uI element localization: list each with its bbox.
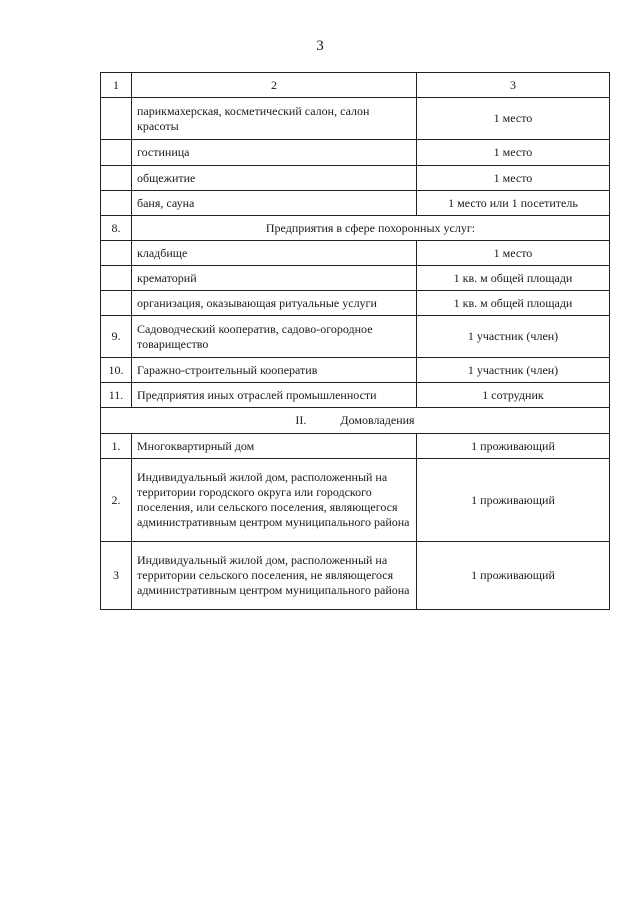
table-row [101, 266, 610, 291]
row-number [101, 191, 132, 216]
row-number: 11. [101, 383, 132, 408]
table-row [101, 291, 610, 316]
row-name: Предприятия иных отраслей промышленности [132, 383, 417, 408]
row-value: 1 проживающий [417, 459, 610, 542]
table-row [101, 542, 610, 610]
header-col-2: 2 [132, 73, 417, 98]
row-number [101, 166, 132, 191]
row-number [101, 140, 132, 166]
table-row [101, 316, 610, 358]
row-value: 1 место [417, 241, 610, 266]
row-name: кладбище [132, 241, 417, 266]
table-row [101, 459, 610, 542]
row-number: 8. [101, 216, 132, 241]
row-value: 1 участник (член) [417, 316, 610, 358]
section-title [101, 408, 610, 434]
table-row [101, 241, 610, 266]
page-number: 3 [316, 38, 324, 54]
row-name: гостиница [132, 140, 417, 166]
table-row [101, 383, 610, 408]
table-row [101, 191, 610, 216]
row-value: 1 кв. м общей площади [417, 266, 610, 291]
row-number: 3 [101, 542, 132, 610]
table-header-row [101, 73, 610, 98]
row-name: Индивидуальный жилой дом, расположенный на территории сельского поселения, не являющегося административным центром муниципального района [132, 542, 417, 610]
row-number: 9. [101, 316, 132, 358]
row-value: 1 место [417, 98, 610, 140]
row-name: организация, оказывающая ритуальные услуги [132, 291, 417, 316]
row-name: крематорий [132, 266, 417, 291]
row-number [101, 291, 132, 316]
row-value: 1 место или 1 посетитель [417, 191, 610, 216]
row-name: Гаражно-строительный кооператив [132, 358, 417, 383]
header-col-1: 1 [101, 73, 132, 98]
group-row [101, 216, 610, 241]
group-title: Предприятия в сфере похоронных услуг: [132, 216, 610, 241]
header-col-3: 3 [417, 73, 610, 98]
row-name: Индивидуальный жилой дом, расположенный на территории городского округа или городского поселения, или сельского поселения, являющегося административным центром муниципального района [132, 459, 417, 542]
row-value: 1 место [417, 140, 610, 166]
row-number [101, 241, 132, 266]
table-row [101, 358, 610, 383]
row-number: 1. [101, 434, 132, 459]
norms-table [100, 72, 610, 610]
row-value: 1 место [417, 166, 610, 191]
row-number: 2. [101, 459, 132, 542]
section-header-row [101, 408, 610, 434]
row-name: общежитие [132, 166, 417, 191]
row-name: Многоквартирный дом [132, 434, 417, 459]
row-name: баня, сауна [132, 191, 417, 216]
row-value: 1 проживающий [417, 434, 610, 459]
row-name: парикмахерская, косметический салон, салон красоты [132, 98, 417, 140]
row-value: 1 сотрудник [417, 383, 610, 408]
row-value: 1 участник (член) [417, 358, 610, 383]
row-number [101, 98, 132, 140]
row-number [101, 266, 132, 291]
section-number: II. [295, 413, 307, 427]
table-row [101, 166, 610, 191]
row-name: Садоводческий кооператив, садово-огородное товарищество [132, 316, 417, 358]
row-value: 1 проживающий [417, 542, 610, 610]
section-name: Домовладения [340, 413, 415, 427]
table-row [101, 434, 610, 459]
row-value: 1 кв. м общей площади [417, 291, 610, 316]
row-number: 10. [101, 358, 132, 383]
table-row [101, 140, 610, 166]
table-row [101, 98, 610, 140]
